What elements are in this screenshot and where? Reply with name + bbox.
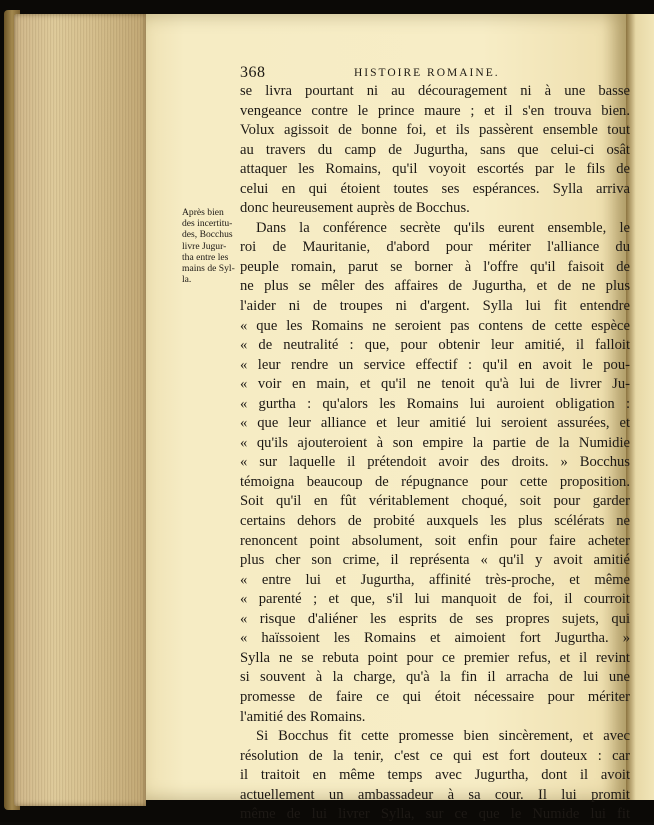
text-line: si souvent à la charge, qu'à la fin il arracha de lui une — [240, 669, 630, 686]
page-number: 368 — [240, 64, 266, 81]
text-line: Volux agissoit de bonne foi, et ils passèrent ensemble tout — [240, 122, 630, 139]
body-text — [240, 82, 630, 825]
text-line: Dans la conférence secrète qu'ils eurent ensemble, le — [256, 219, 630, 236]
text-line: roi de Mauritanie, d'abord pour mériter l'alliance du — [240, 239, 630, 256]
text-line: Soit qu'il en fût véritablement choqué, soit pour garder — [240, 493, 630, 510]
text-line: promesse de faire ce qui étoit nécessaire pour mériter — [240, 688, 630, 705]
text-line: l'amitié des Romains. — [240, 708, 366, 725]
text-line: actuellement un ambassadeur à sa cour. Il lui promit — [240, 786, 630, 803]
margin-note-line: des incertitu- — [182, 218, 233, 230]
running-head: HISTOIRE ROMAINE. — [354, 67, 500, 79]
page-stack-edge — [14, 14, 146, 806]
text-line: « que leur alliance et leur amitié lui seroient assurées, et — [240, 415, 630, 432]
text-line: peuple romain, parut se borner à l'offre qu'il faisoit de — [240, 258, 630, 275]
text-line: « qu'ils ajouteroient à son empire la partie de la Numidie — [240, 434, 630, 451]
text-line: il traitoit en même temps avec Jugurtha, dont il avoit — [240, 767, 630, 784]
margin-note-line: Après bien — [182, 207, 224, 218]
text-line: « gurtha : qu'alors les Romains lui auroient obligation : — [240, 395, 630, 412]
text-line: vengeance contre le prince maure ; et il s'en trouva bien. — [240, 102, 630, 119]
text-line: ne plus se mêler des affaires de Jugurtha, et de ne plus — [240, 278, 630, 295]
text-line: « leur rendre un service effectif : qu'il en avoit le pou- — [240, 356, 630, 373]
text-line: donc heureusement auprès de Bocchus. — [240, 200, 470, 217]
facing-page-edge — [626, 14, 654, 800]
margin-note-line: tha entre les — [182, 251, 229, 263]
text-line: Si Bocchus fit cette promesse bien sincèrement, et avec — [256, 728, 630, 745]
margin-note — [182, 207, 244, 285]
margin-note-line: mains de Syl- — [182, 263, 235, 275]
margin-note-line: la. — [182, 274, 192, 286]
margin-note-line: livre Jugur- — [182, 240, 227, 252]
text-line: attaquer les Romains, qu'il voyoit escortés par le fils de — [240, 161, 630, 178]
text-line: Sylla ne se rebuta point pour ce premier refus, et il revint — [240, 649, 630, 666]
text-line: résolution de la tenir, c'est ce qui est fort douteux : car — [240, 747, 630, 764]
text-line: « sur laquelle il prétendoit avoir des droits. » Bocchus — [240, 454, 630, 471]
text-line: « parenté ; et que, s'il lui manquoit de foi, il courroit — [240, 591, 630, 608]
text-line: même de lui livrer Sylla, sur ce que le Numide lui fit — [240, 806, 630, 823]
text-line: renoncent point absolument, soit enfin pour faire acheter — [240, 532, 630, 549]
text-line: « haïssoient les Romains et aimoient fort Jugurtha. » — [240, 630, 630, 647]
text-line: témoigna beaucoup de répugnance pour cette proposition. — [240, 473, 630, 490]
text-line: « de neutralité : que, pour obtenir leur amitié, il falloit — [240, 337, 630, 354]
text-line: « risque d'aliéner les esprits de ses propres sujets, qui — [240, 610, 630, 627]
text-line: « entre lui et Jugurtha, affinité très-proche, et même — [240, 571, 630, 588]
margin-note-line: des, Bocchus — [182, 229, 233, 241]
text-line: « que les Romains ne seroient pas contens de cette espèce — [240, 317, 630, 334]
text-line: celui en qui étoient toutes ses espérances. Sylla arriva — [240, 180, 630, 197]
text-line: se livra pourtant ni au découragement ni à une basse — [240, 83, 630, 99]
text-line: plus cher son crime, il représenta « qu'il y avoit amitié — [240, 552, 630, 569]
text-line: l'aider ni de troupes ni d'argent. Sylla lui fit entendre — [240, 298, 630, 315]
text-line: « voir en main, et qu'il ne tenoit qu'à lui de livrer Ju- — [240, 376, 630, 393]
text-line: au travers du camp de Jugurtha, sans que celui-ci osât — [240, 141, 630, 158]
text-line: certains dehors de probité auxquels les plus scélérats ne — [240, 513, 630, 530]
